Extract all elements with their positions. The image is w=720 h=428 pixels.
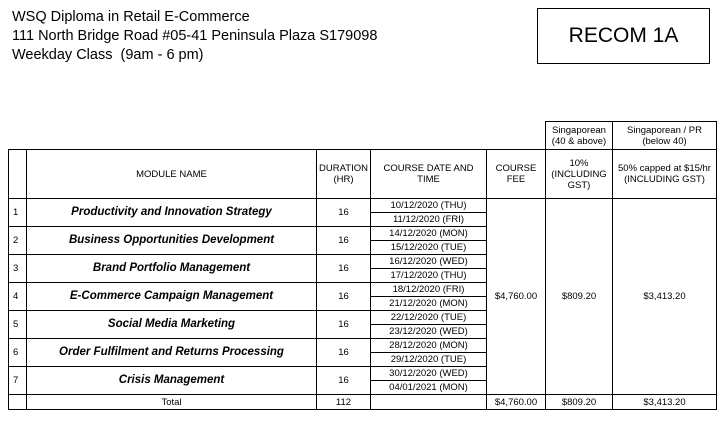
group-header-row — [9, 122, 717, 150]
row-number: 5 — [9, 311, 27, 339]
class-code: RECOM 1A — [568, 24, 679, 47]
course-date: 18/12/2020 (FRI) — [371, 283, 487, 297]
course-date: 04/01/2021 (MON) — [371, 381, 487, 395]
class-schedule: Weekday Class (9am - 6 pm) — [12, 47, 204, 63]
course-date: 17/12/2020 (THU) — [371, 269, 487, 283]
class-code-box — [537, 8, 710, 64]
module-duration: 16 — [317, 199, 371, 227]
module-name: Social Media Marketing — [27, 311, 317, 339]
venue-address: 111 North Bridge Road #05-41 Peninsula Plaza S179098 — [12, 28, 378, 44]
row-number: 3 — [9, 255, 27, 283]
module-name: Business Opportunities Development — [27, 227, 317, 255]
sg40-fee: $809.20 — [546, 199, 613, 395]
column-header-row — [9, 150, 717, 199]
total-fee: $4,760.00 — [487, 395, 546, 410]
module-duration: 16 — [317, 367, 371, 395]
course-date: 11/12/2020 (FRI) — [371, 213, 487, 227]
header-module: MODULE NAME — [27, 150, 317, 199]
module-name: Productivity and Innovation Strategy — [27, 199, 317, 227]
group-header-sgpr: Singaporean / PR (below 40) — [613, 122, 717, 150]
module-name: Crisis Management — [27, 367, 317, 395]
module-duration: 16 — [317, 311, 371, 339]
header-date: COURSE DATE AND TIME — [371, 150, 487, 199]
total-sg40: $809.20 — [546, 395, 613, 410]
schedule-table — [8, 121, 717, 410]
course-date: 14/12/2020 (MON) — [371, 227, 487, 241]
diploma-title: WSQ Diploma in Retail E-Commerce — [12, 9, 250, 25]
total-row — [9, 395, 717, 410]
header-duration: DURATION (HR) — [317, 150, 371, 199]
course-date: 10/12/2020 (THU) — [371, 199, 487, 213]
course-date: 28/12/2020 (MON) — [371, 339, 487, 353]
course-date: 29/12/2020 (TUE) — [371, 353, 487, 367]
module-duration: 16 — [317, 227, 371, 255]
course-date: 16/12/2020 (WED) — [371, 255, 487, 269]
group-header-sg40: Singaporean (40 & above) — [546, 122, 613, 150]
course-date: 30/12/2020 (WED) — [371, 367, 487, 381]
course-date: 15/12/2020 (TUE) — [371, 241, 487, 255]
row-number: 6 — [9, 339, 27, 367]
course-date: 22/12/2020 (TUE) — [371, 311, 487, 325]
module-name: Brand Portfolio Management — [27, 255, 317, 283]
header-number — [9, 150, 27, 199]
total-duration: 112 — [317, 395, 371, 410]
row-number: 1 — [9, 199, 27, 227]
header-fee: COURSE FEE — [487, 150, 546, 199]
module-name: E-Commerce Campaign Management — [27, 283, 317, 311]
course-date: 21/12/2020 (MON) — [371, 297, 487, 311]
table-row — [9, 199, 717, 213]
module-name: Order Fulfilment and Returns Processing — [27, 339, 317, 367]
module-duration: 16 — [317, 339, 371, 367]
row-number: 2 — [9, 227, 27, 255]
module-duration: 16 — [317, 255, 371, 283]
total-label: Total — [27, 395, 317, 410]
document-header — [12, 8, 377, 65]
row-number: 4 — [9, 283, 27, 311]
row-number: 7 — [9, 367, 27, 395]
header-sgpr: 50% capped at $15/hr (INCLUDING GST) — [613, 150, 717, 199]
module-duration: 16 — [317, 283, 371, 311]
sgpr-fee: $3,413.20 — [613, 199, 717, 395]
header-sg40: 10% (INCLUDING GST) — [546, 150, 613, 199]
total-sgpr: $3,413.20 — [613, 395, 717, 410]
course-date: 23/12/2020 (WED) — [371, 325, 487, 339]
course-fee: $4,760.00 — [487, 199, 546, 395]
